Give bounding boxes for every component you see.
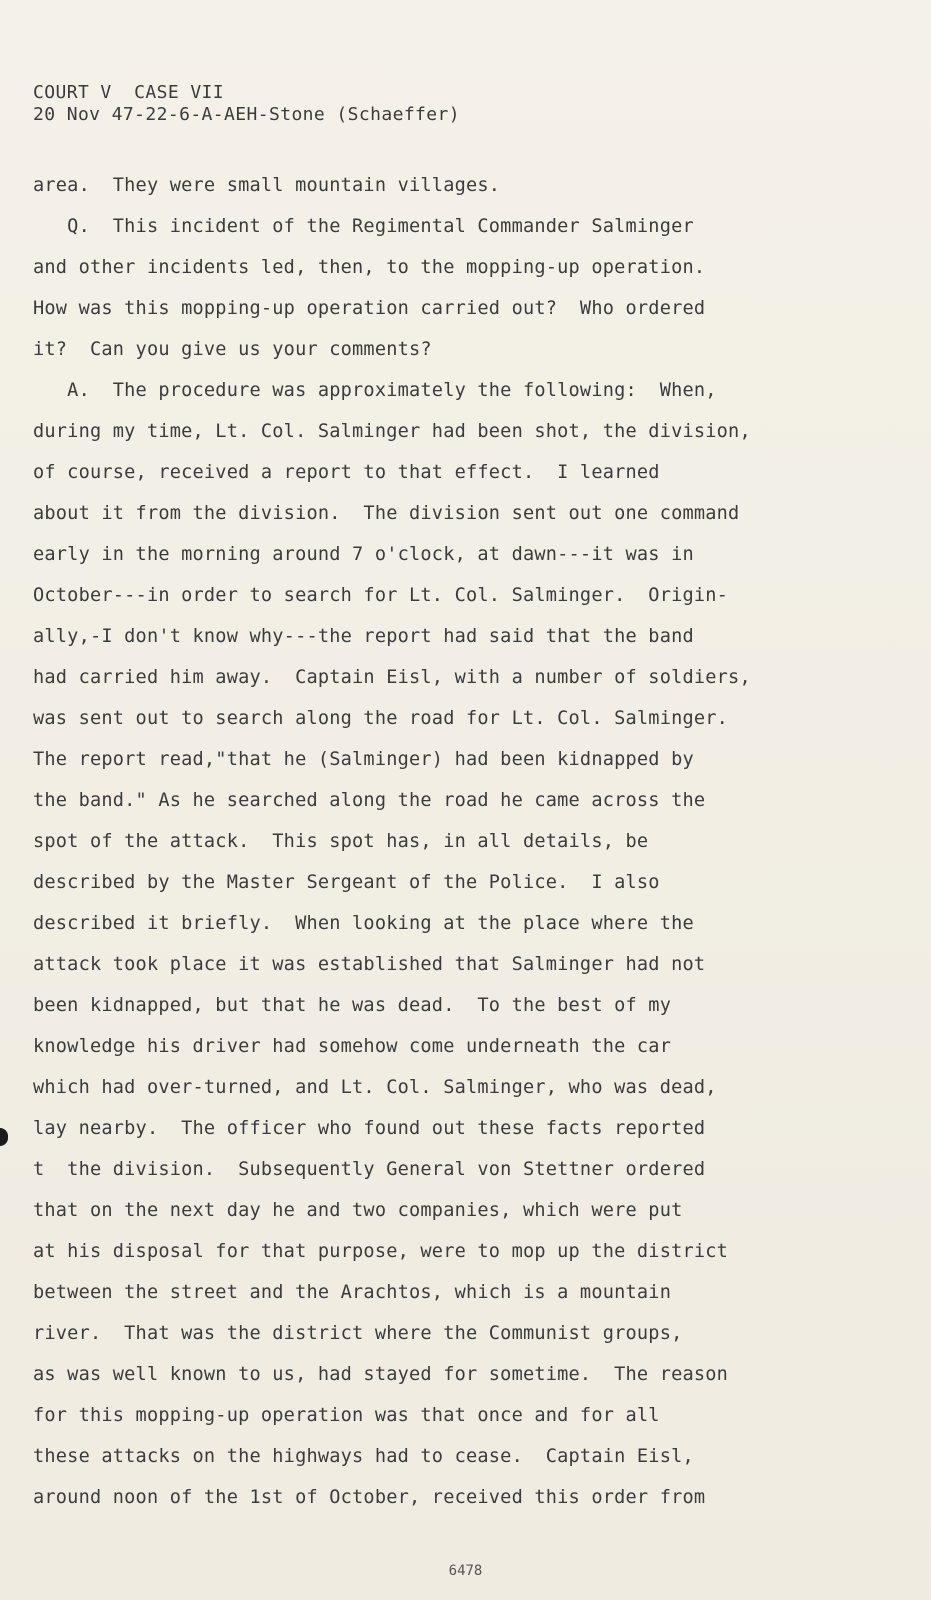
transcript-line: attack took place it was established that Salminger had not (33, 954, 706, 975)
transcript-line: that on the next day he and two companies, which were put (33, 1200, 683, 1221)
transcript-line: about it from the division. The division sent out one command (33, 503, 740, 524)
transcript-line: around noon of the 1st of October, received this order from (33, 1487, 706, 1508)
transcript-line: A. The procedure was approximately the following: When, (33, 380, 717, 401)
header-reference: 20 Nov 47-22-6-A-AEH-Stone (Schaeffer) (33, 104, 461, 125)
transcript-line: spot of the attack. This spot has, in all details, be (33, 831, 649, 852)
transcript-line: was sent out to search along the road for Lt. Col. Salminger. (33, 708, 729, 729)
transcript-line: and other incidents led, then, to the mopping-up operation. (33, 257, 706, 278)
transcript-line: for this mopping-up operation was that once and for all (33, 1405, 660, 1426)
transcript-line: How was this mopping-up operation carried out? Who ordered (33, 298, 706, 319)
transcript-line: during my time, Lt. Col. Salminger had been shot, the division, (33, 421, 751, 442)
transcript-line: the band." As he searched along the road he came across the (33, 790, 706, 811)
transcript-line: at his disposal for that purpose, were to mop up the district (33, 1241, 729, 1262)
transcript-line: between the street and the Arachtos, which is a mountain (33, 1282, 672, 1303)
transcript-line: been kidnapped, but that he was dead. To the best of my (33, 995, 672, 1016)
header-court-case: COURT V CASE VII (33, 82, 225, 103)
transcript-line: as was well known to us, had stayed for sometime. The reason (33, 1364, 729, 1385)
transcript-line: The report read,"that he (Salminger) had been kidnapped by (33, 749, 694, 770)
transcript-line: early in the morning around 7 o'clock, at dawn---it was in (33, 544, 694, 565)
transcript-line: these attacks on the highways had to cease. Captain Eisl, (33, 1446, 694, 1467)
document-header (33, 82, 460, 126)
transcript-line: described it briefly. When looking at the place where the (33, 913, 694, 934)
transcript-line: area. They were small mountain villages. (33, 175, 501, 196)
transcript-line: of course, received a report to that effect. I learned (33, 462, 660, 483)
transcript-line: ally,-I don't know why---the report had said that the band (33, 626, 694, 647)
transcript-line: lay nearby. The officer who found out these facts reported (33, 1118, 706, 1139)
transcript-line: river. That was the district where the Communist groups, (33, 1323, 683, 1344)
transcript-body (33, 165, 913, 1518)
transcript-line: which had over-turned, and Lt. Col. Salminger, who was dead, (33, 1077, 717, 1098)
transcript-line: knowledge his driver had somehow come underneath the car (33, 1036, 672, 1057)
page-number: 6478 (448, 1563, 483, 1579)
transcript-line: had carried him away. Captain Eisl, with a number of soldiers, (33, 667, 751, 688)
transcript-line: Q. This incident of the Regimental Commander Salminger (33, 216, 694, 237)
transcript-line: t the division. Subsequently General von Stettner ordered (33, 1159, 706, 1180)
margin-punch-mark (0, 1128, 8, 1146)
transcript-line: it? Can you give us your comments? (33, 339, 432, 360)
transcript-line: described by the Master Sergeant of the Police. I also (33, 872, 660, 893)
transcript-line: October---in order to search for Lt. Col. Salminger. Origin- (33, 585, 729, 606)
